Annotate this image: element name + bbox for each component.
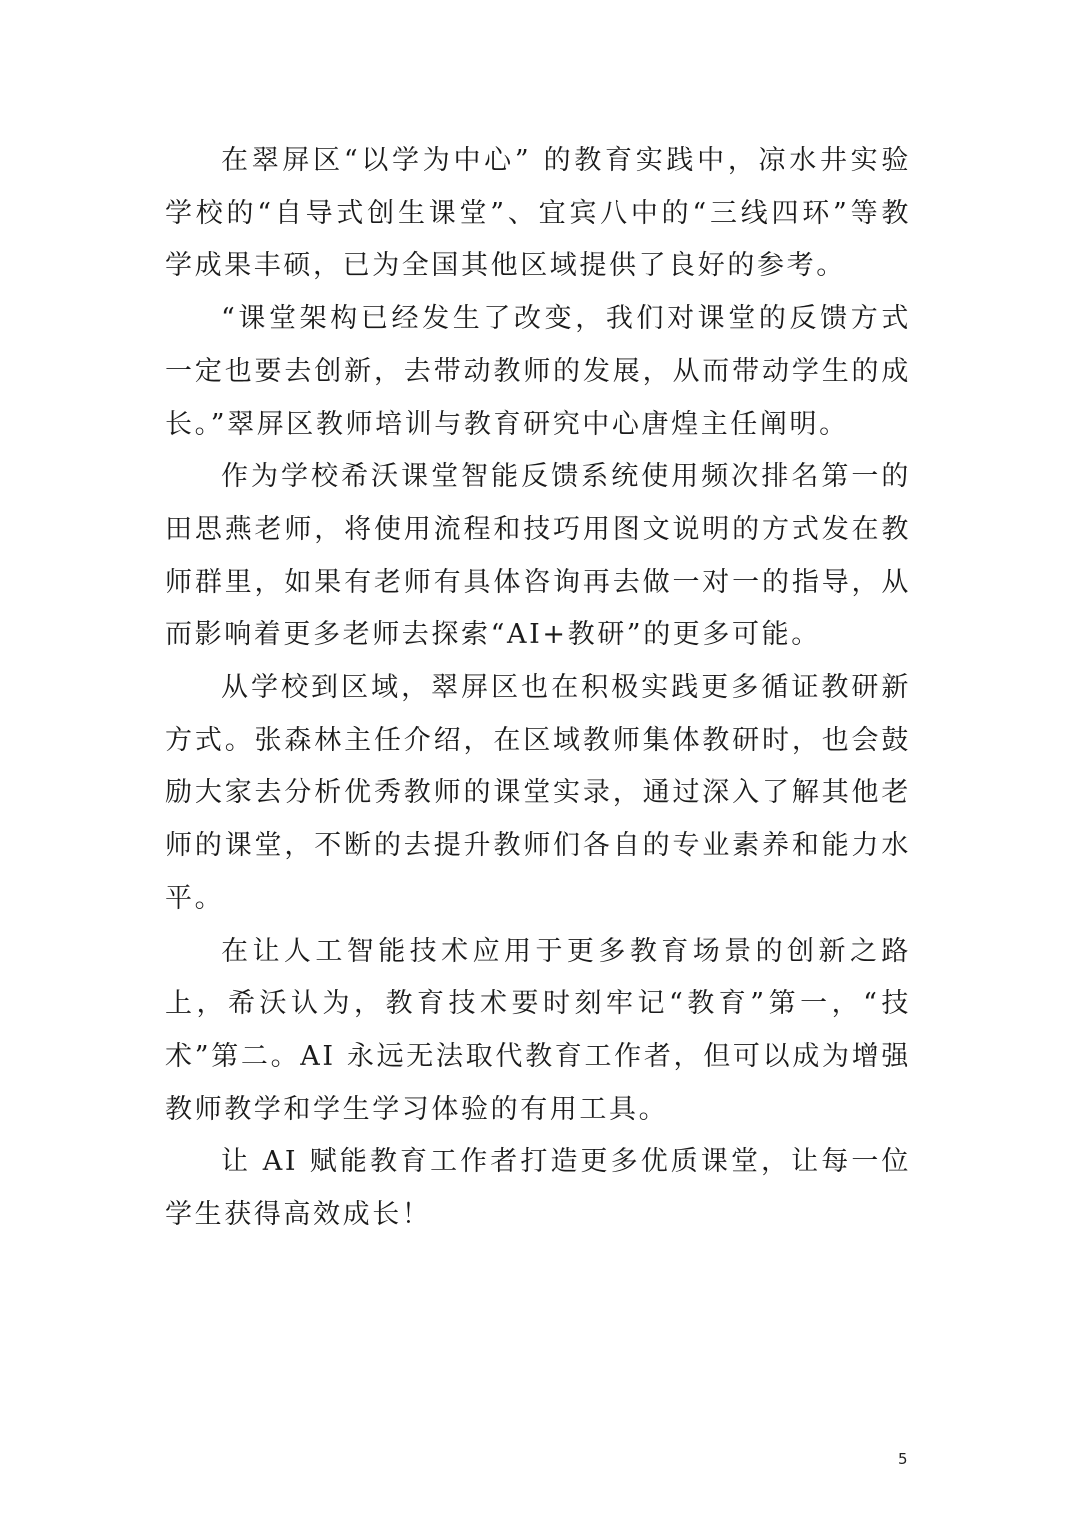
page-number: 5 <box>898 1450 908 1468</box>
paragraph-1: 在翠屏区“以学为中心” 的教育实践中，凉水井实验学校的“自导式创生课堂”、宜宾八中的“三线四环”等教学成果丰硕，已为全国其他区域提供了良好的参考。 <box>165 145 911 282</box>
paragraph-4: 从学校到区域，翠屏区也在积极实践更多循证教研新方式。张森林主任介绍，在区域教师集体教研时，也会鼓励大家去分析优秀教师的课堂实录，通过深入了解其他老师的课堂，不断的去提升教师们各自的专业素养和能力水平。 <box>165 672 911 914</box>
paragraph-5: 在让人工智能技术应用于更多教育场景的创新之路上，希沃认为，教育技术要时刻牢记“教育”第一，“技术”第二。AI 永远无法取代教育工作者，但可以成为增强教师教学和学生学习体验的有用工具。 <box>165 935 911 1125</box>
paragraph-6: 让 AI 赋能教育工作者打造更多优质课堂，让每一位学生获得高效成长！ <box>165 1146 911 1231</box>
paragraph-3: 作为学校希沃课堂智能反馈系统使用频次排名第一的田思燕老师，将使用流程和技巧用图文说明的方式发在教师群里，如果有老师有具体咨询再去做一对一的指导，从而影响着更多老师去探索“AI+教研”的更多可能。 <box>165 461 911 651</box>
paragraph-2: “课堂架构已经发生了改变，我们对课堂的反馈方式一定也要去创新，去带动教师的发展，从而带动学生的成长。”翠屏区教师培训与教育研究中心唐煌主任阐明。 <box>165 303 911 440</box>
body-text <box>165 135 911 1242</box>
